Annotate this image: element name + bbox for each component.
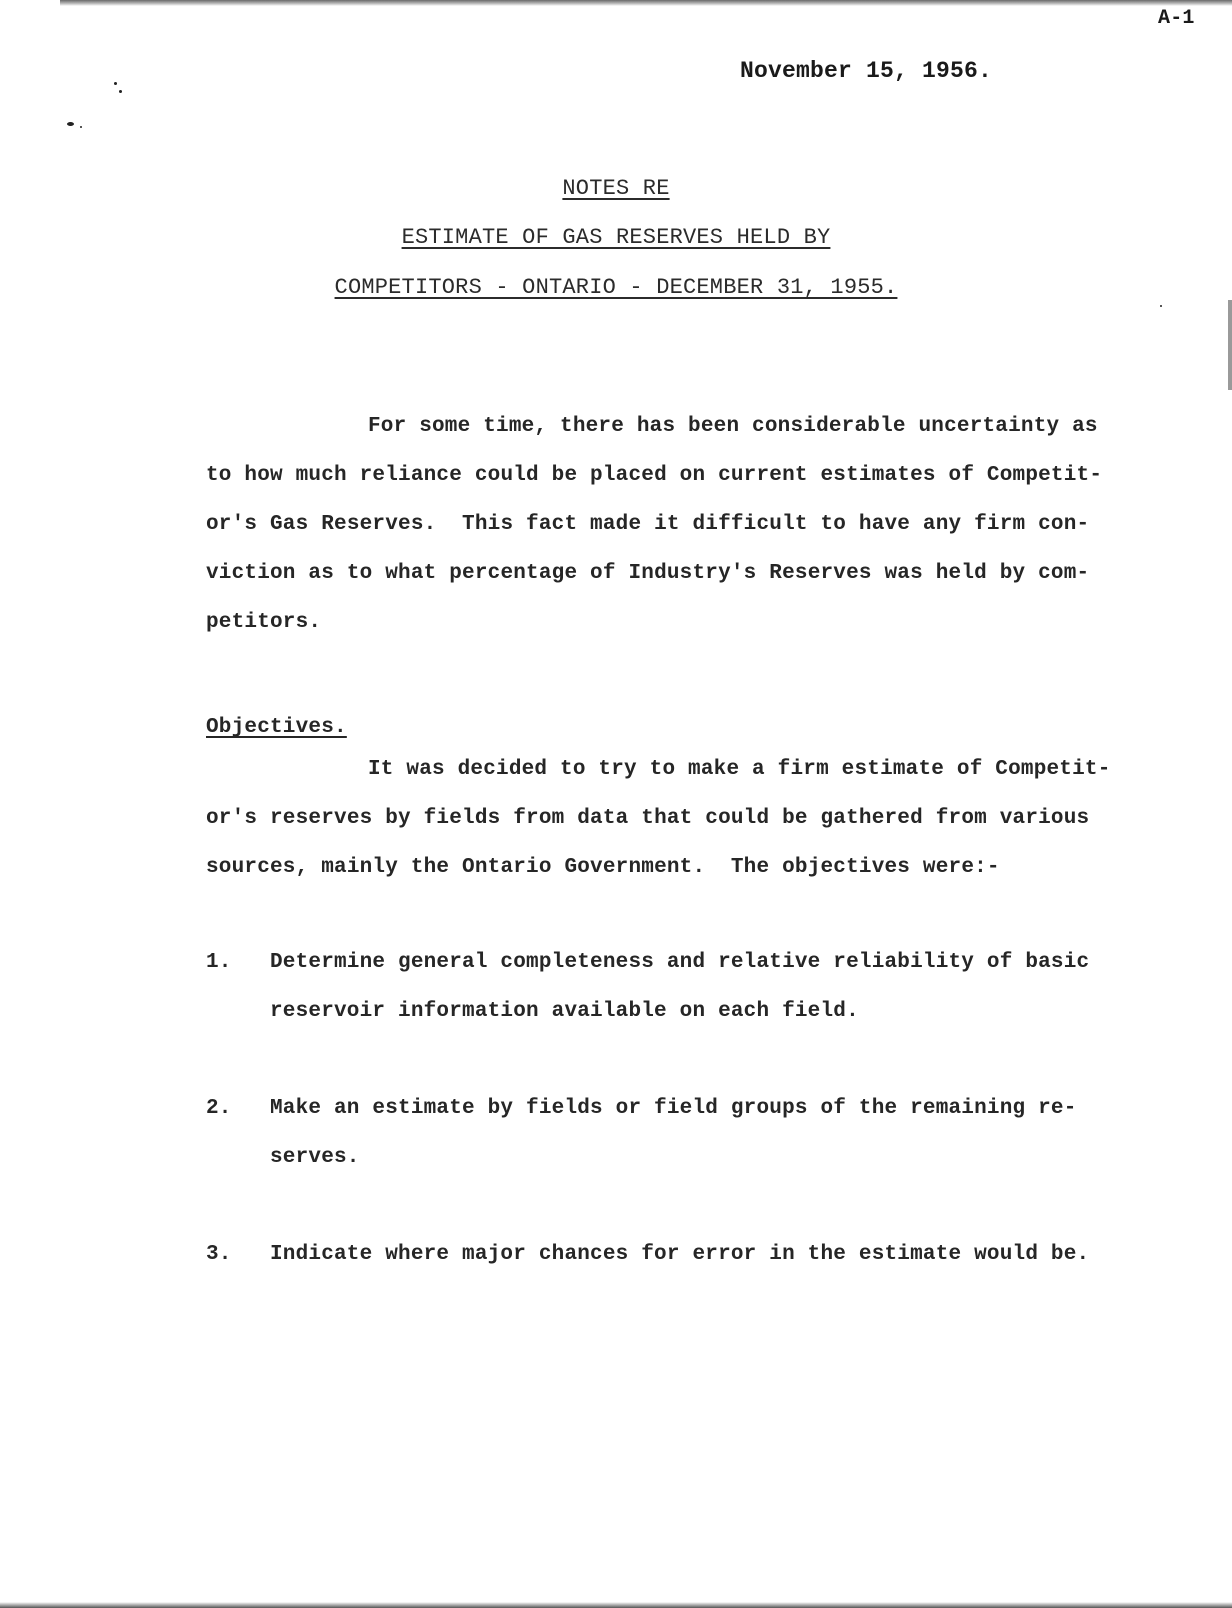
title-line: COMPETITORS - ONTARIO - DECEMBER 31, 1955. xyxy=(334,275,898,300)
scan-speck xyxy=(67,122,74,126)
objectives-line: sources, mainly the Ontario Government. The objectives were:- xyxy=(206,856,1000,879)
intro-line: For some time, there has been considerable uncertainty as xyxy=(368,415,1098,438)
scan-top-edge xyxy=(60,0,1232,6)
list-item-number: 3. xyxy=(206,1243,232,1266)
title-line: NOTES RE xyxy=(562,176,670,201)
scan-speck xyxy=(114,82,117,85)
intro-line: to how much reliance could be placed on current estimates of Competit- xyxy=(206,464,1103,487)
document-date: November 15, 1956. xyxy=(740,58,993,84)
list-item-line: reservoir information available on each field. xyxy=(270,1000,859,1023)
scan-right-edge xyxy=(1228,300,1232,390)
list-item-number: 2. xyxy=(206,1097,232,1120)
list-item-line: Indicate where major chances for error in the estimate would be. xyxy=(270,1243,1090,1266)
page-number: A-1 xyxy=(1158,7,1195,30)
objectives-heading: Objectives. xyxy=(206,716,347,739)
scan-speck xyxy=(1160,305,1162,307)
list-item-line: Make an estimate by fields or field groups of the remaining re- xyxy=(270,1097,1077,1120)
scan-speck xyxy=(119,90,122,93)
list-item-line: serves. xyxy=(270,1146,360,1169)
scan-bottom-edge xyxy=(0,1602,1232,1608)
objectives-line: or's reserves by fields from data that could be gathered from various xyxy=(206,807,1090,830)
list-item-line: Determine general completeness and relative reliability of basic xyxy=(270,951,1090,974)
intro-line: or's Gas Reserves. This fact made it difficult to have any firm con- xyxy=(206,513,1090,536)
title-line: ESTIMATE OF GAS RESERVES HELD BY xyxy=(401,225,831,250)
list-item-number: 1. xyxy=(206,951,232,974)
intro-line: petitors. xyxy=(206,611,322,634)
scan-speck xyxy=(80,126,82,128)
objectives-line: It was decided to try to make a firm estimate of Competit- xyxy=(368,758,1111,781)
intro-line: viction as to what percentage of Industry's Reserves was held by com- xyxy=(206,562,1090,585)
